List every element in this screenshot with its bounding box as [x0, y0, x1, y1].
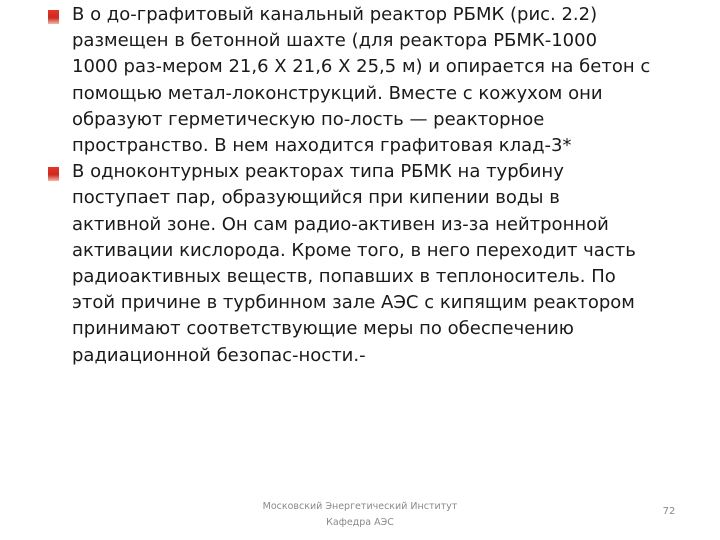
paragraph-line: пространство. В нем находится графитовая клад-3* [72, 135, 572, 157]
page-number: 72 [662, 506, 676, 517]
bullet-paragraph-1 [48, 2, 716, 159]
square-bullet-icon [48, 10, 59, 24]
slide-footer [230, 499, 490, 531]
paragraph-line: этой причине в турбинном зале АЭС с кипящим реактором [72, 292, 635, 314]
paragraph-line: образуют герметическую по-лость — реакторное [72, 108, 545, 130]
paragraph-line: В о до-графитовый канальный реактор РБМК (рис. 2.2) [72, 4, 598, 25]
footer-department: Кафедра АЭС [326, 517, 394, 528]
paragraph-line: радиоактивных веществ, попавших в теплоноситель. По [72, 266, 616, 288]
paragraph-line: 1000 раз-мером 21,6 X 21,6 X 25,5 м) и опирается на бетон с [72, 56, 651, 78]
paragraph-line: размещен в бетонной шахте (для реактора РБМК-1000 [72, 30, 598, 52]
footer-institute: Московский Энергетический Институт [262, 501, 458, 512]
paragraph-line: В одноконтурных реакторах типа РБМК на турбину [72, 161, 564, 183]
paragraph-line: помощью метал-локонструкций. Вместе с кожухом они [72, 82, 603, 104]
slide-content [48, 2, 716, 369]
paragraph-line: активной зоне. Он сам радио-активен из-за нейтронной [72, 213, 609, 235]
bullet-paragraph-2 [48, 159, 716, 369]
paragraph-line: поступает пар, образующийся при кипении воды в [72, 187, 560, 209]
paragraph-line: радиационной безопас-ности.- [72, 344, 366, 366]
square-bullet-icon [48, 167, 59, 181]
paragraph-line: активации кислорода. Кроме того, в него переходит часть [72, 239, 636, 261]
paragraph-line: принимают соответствующие меры по обеспечению [72, 318, 574, 340]
